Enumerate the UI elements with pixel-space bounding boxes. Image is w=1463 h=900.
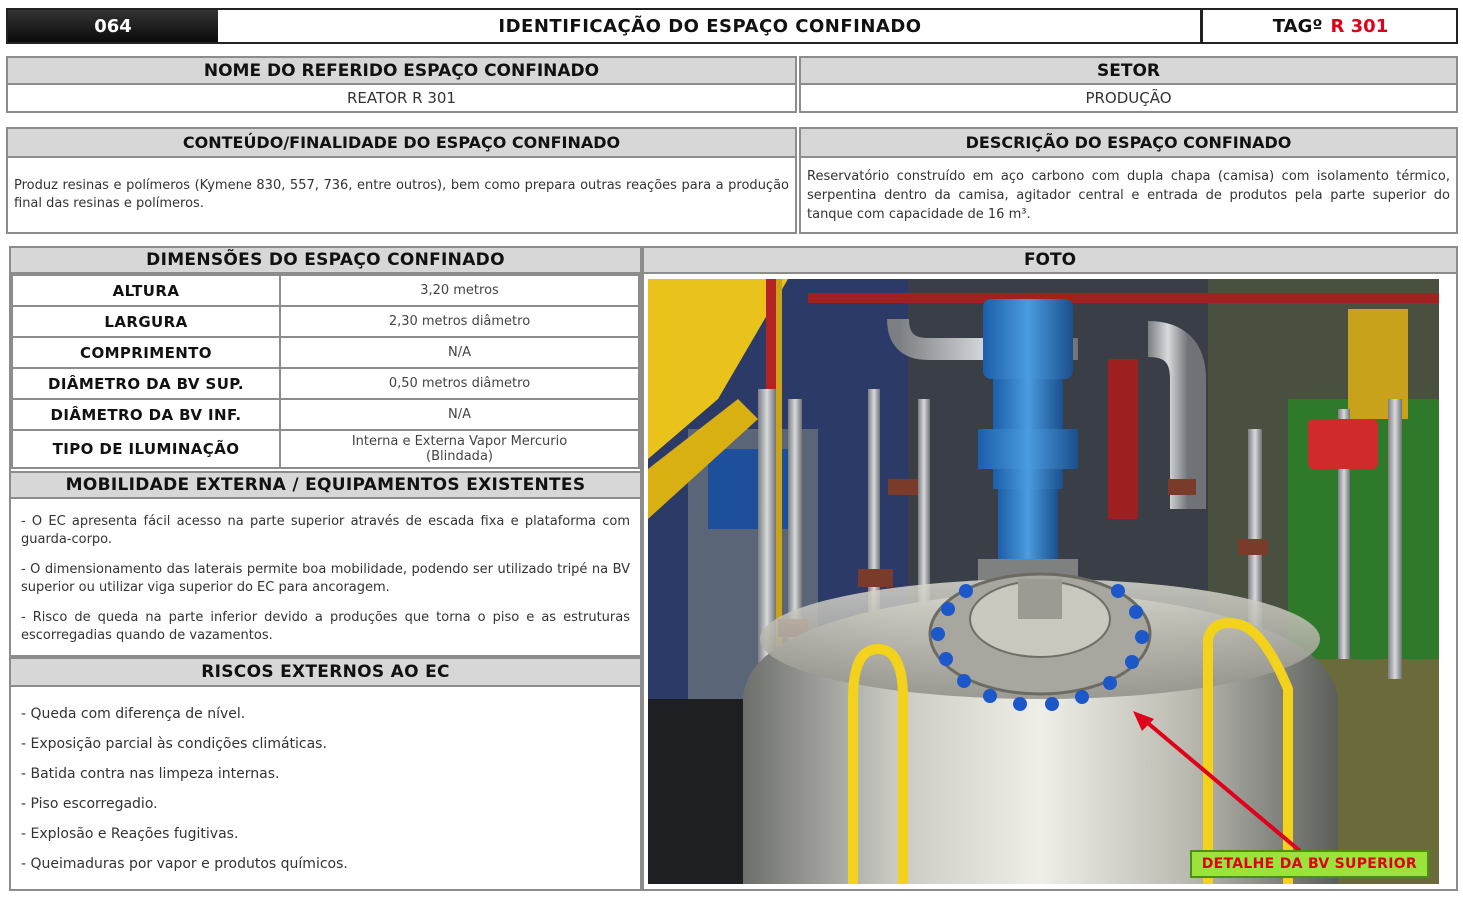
description-section [799,127,1458,234]
list-item: - Piso escorregadio. [21,796,158,812]
risks-header: RISCOS EXTERNOS AO EC [11,659,640,687]
reactor-photo-illustration [648,279,1439,884]
list-item: - O EC apresenta fácil acesso na parte superior através de escada fixa e plataforma com guarda-corpo. [21,514,630,547]
dimension-label: DIÂMETRO DA BV INF. [12,399,280,430]
table-row [12,337,639,368]
dimensions-section [9,246,642,473]
tag-value: R 301 [1330,15,1389,37]
table-row [12,399,639,430]
list-item: - Explosão e Reações fugitivas. [21,826,239,842]
title-bar [6,8,1458,44]
dimensions-table [11,274,640,469]
content-section-header: CONTEÚDO/FINALIDADE DO ESPAÇO CONFINADO [8,129,795,158]
dimension-label: TIPO DE ILUMINAÇÃO [12,430,280,468]
dimension-label: COMPRIMENTO [12,337,280,368]
dimensions-header: DIMENSÕES DO ESPAÇO CONFINADO [11,248,640,274]
dimension-value: N/A [280,399,639,430]
photo-header: FOTO [644,248,1456,274]
name-section [6,56,797,113]
list-item: - Queda com diferença de nível. [21,706,246,722]
dimension-label: DIÂMETRO DA BV SUP. [12,368,280,399]
document-title: IDENTIFICAÇÃO DO ESPAÇO CONFINADO [498,15,922,37]
mobility-header: MOBILIDADE EXTERNA / EQUIPAMENTOS EXISTENTES [11,473,640,499]
list-item: - O dimensionamento das laterais permite boa mobilidade, podendo ser utilizado tripé na BV superior ou utilizar viga superior do EC para ancoragem. [21,562,630,595]
mobility-list [11,499,640,645]
confined-space-name: REATOR R 301 [347,89,456,107]
dimension-value: N/A [280,337,639,368]
description-text: Reservatório construído em aço carbono com dupla chapa (camisa) com isolamento térmico, serpentina dentro da camisa, agitador central e entrada de produtos pela parte superior do tanque com capacidade de 16 m³. [807,168,1450,222]
table-row [12,275,639,306]
sector-section-header: SETOR [801,58,1456,85]
dimension-value: 0,50 metros diâmetro [280,368,639,399]
dimension-value: Interna e Externa Vapor Mercurio (Blindada) [280,430,639,468]
dimension-value: 3,20 metros [280,275,639,306]
list-item: - Queimaduras por vapor e produtos químicos. [21,856,348,872]
list-item: - Risco de queda na parte inferior devido a produções que torna o piso e as estruturas escorregadias quando de vazamentos. [21,610,630,643]
risks-section [9,657,642,891]
tag-label: TAGº [1272,15,1323,37]
description-section-header: DESCRIÇÃO DO ESPAÇO CONFINADO [801,129,1456,158]
list-item: - Exposição parcial às condições climáticas. [21,736,327,752]
risks-list [11,687,640,873]
dimension-label: ALTURA [12,275,280,306]
reactor-photo [648,279,1439,884]
content-purpose-text: Produz resinas e polímeros (Kymene 830, 557, 736, entre outros), bem como prepara outras reações para a produção final das resinas e polímeros. [14,178,789,211]
list-item: - Batida contra nas limpeza internas. [21,766,280,782]
dimension-label: LARGURA [12,306,280,337]
sector-value: PRODUÇÃO [1085,89,1172,107]
name-section-header: NOME DO REFERIDO ESPAÇO CONFINADO [8,58,795,85]
content-section [6,127,797,234]
sector-section [799,56,1458,113]
mobility-section [9,471,642,657]
dimension-value: 2,30 metros diâmetro [280,306,639,337]
document-number: 064 [8,10,218,42]
table-row [12,306,639,337]
table-row [12,368,639,399]
tag-cell [1200,10,1458,42]
photo-caption: DETALHE DA BV SUPERIOR [1190,850,1429,878]
table-row [12,430,639,468]
